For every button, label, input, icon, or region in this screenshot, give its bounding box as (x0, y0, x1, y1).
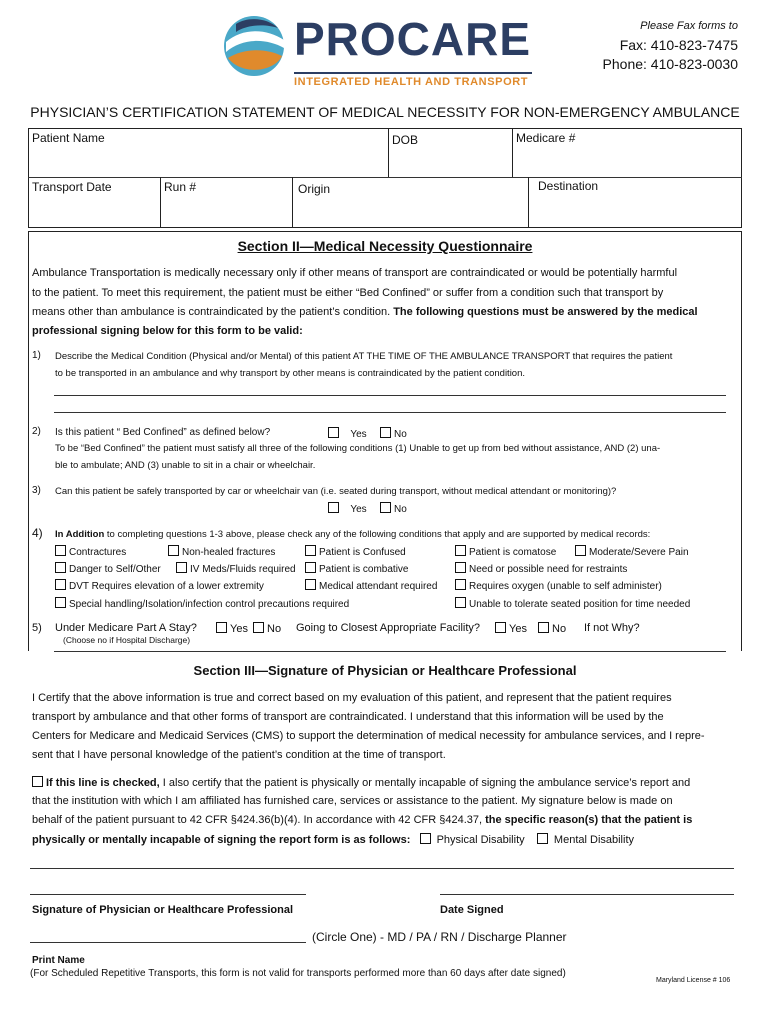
cert-line-2: transport by ambulance and that other forms of transport are contraindicated. I understand that this information will be used by the (32, 711, 664, 723)
print-name-label: Print Name (32, 955, 85, 966)
signature-label: Signature of Physician or Healthcare Professional (32, 904, 294, 916)
q5-yes-checkbox[interactable] (216, 622, 227, 633)
condition-contractures[interactable]: Contractures (55, 545, 126, 558)
condition-iv-meds[interactable]: IV Meds/Fluids required (176, 562, 296, 575)
signature-line[interactable] (30, 894, 306, 895)
transport-date-field[interactable]: Transport Date (32, 180, 112, 194)
brand-tagline: INTEGRATED HEALTH AND TRANSPORT (294, 76, 529, 88)
q5-facility-yes[interactable]: Yes (495, 622, 527, 635)
q1-text-1: Describe the Medical Condition (Physical and/or Mental) of this patient AT THE TIME OF THE AMBULANCE TRANSPORT that requires the patient (55, 351, 673, 362)
condition-seated[interactable]: Unable to tolerate seated position for time needed (455, 597, 690, 610)
q5-answer-line[interactable] (54, 651, 726, 652)
q1-number: 1) (32, 350, 41, 361)
q3-yes-checkbox[interactable] (328, 502, 339, 513)
q5-facility-text: Going to Closest Appropriate Facility? (296, 622, 481, 634)
q2-number: 2) (32, 426, 41, 437)
oxygen-checkbox[interactable] (455, 579, 466, 590)
iv-checkbox[interactable] (176, 562, 187, 573)
pain-checkbox[interactable] (575, 545, 586, 556)
q3-text: Can this patient be safely transported by car or wheelchair van (i.e. seated during transport, without medical attendant or monitoring)? (55, 486, 617, 497)
condition-attendant[interactable]: Medical attendant required (305, 579, 437, 592)
q5-no-checkbox[interactable] (253, 622, 264, 633)
condition-isolation[interactable]: Special handling/Isolation/infection control precautions required (55, 597, 349, 610)
section-2-title: Section II—Medical Necessity Questionnaire (237, 238, 533, 254)
q4-text: In Addition to completing questions 1-3 above, please check any of the following conditions that apply and are supported by medical records: (55, 529, 651, 540)
condition-restraints[interactable]: Need or possible need for restraints (455, 562, 627, 575)
intro-line-2: to the patient. To meet this requirement, the patient must be either “Bed Confined” or suffer from a condition such that transport by (32, 287, 664, 299)
q2-no-option[interactable]: No (380, 427, 407, 440)
cert-line-3: Centers for Medicare and Medicaid Services (CMS) to support the determination of medical necessity for ambulance services, and I repre- (32, 730, 705, 742)
contractures-checkbox[interactable] (55, 545, 66, 556)
non-healed-checkbox[interactable] (168, 545, 179, 556)
q5-text: Under Medicare Part A Stay? (55, 622, 197, 634)
section-3-title: Section III—Signature of Physician or Healthcare Professional (193, 663, 577, 678)
q2-no-checkbox[interactable] (380, 427, 391, 438)
circle-one-options[interactable]: (Circle One) - MD / PA / RN / Discharge Planner (312, 930, 567, 944)
attendant-checkbox[interactable] (305, 579, 316, 590)
footer-note: (For Scheduled Repetitive Transports, this form is not valid for transports performed more than 60 days after date signed) (30, 968, 566, 979)
condition-confused[interactable]: Patient is Confused (305, 545, 406, 558)
cert-line-1: I Certify that the above information is true and correct based on my evaluation of this patient, and represent that the patient requires (32, 692, 672, 704)
q1-text-2: to be transported in an ambulance and why transport by other means is contraindicated by the patient condition. (55, 368, 526, 379)
patient-name-field[interactable]: Patient Name (32, 131, 105, 145)
license-number: Maryland License # 106 (656, 977, 731, 984)
check-line-3: behalf of the patient pursuant to 42 CFR §424.36(b)(4). In accordance with 42 CFR §424.37, the specific reason(s) that the patient is (32, 814, 693, 826)
condition-oxygen[interactable]: Requires oxygen (unable to self administer) (455, 579, 662, 592)
condition-combative[interactable]: Patient is combative (305, 562, 409, 575)
q3-number: 3) (32, 485, 41, 496)
origin-field[interactable]: Origin (298, 182, 331, 196)
q1-answer-line-1[interactable] (54, 395, 726, 396)
q5-why-label: If not Why? (584, 622, 640, 634)
phone-number: Phone: 410-823-0030 (602, 56, 738, 72)
date-signed-label: Date Signed (440, 904, 504, 916)
incapable-checkbox[interactable] (32, 776, 43, 787)
run-field[interactable]: Run # (164, 180, 197, 194)
q2-yes-option[interactable]: Yes (328, 427, 367, 440)
q5-number: 5) (32, 622, 42, 634)
comatose-checkbox[interactable] (455, 545, 466, 556)
q3-no-checkbox[interactable] (380, 502, 391, 513)
dvt-checkbox[interactable] (55, 579, 66, 590)
condition-non-healed-fractures[interactable]: Non-healed fractures (168, 545, 275, 558)
procare-logo (222, 12, 542, 92)
q2-yes-checkbox[interactable] (328, 427, 339, 438)
physical-disability-checkbox[interactable] (420, 833, 431, 844)
medicare-field[interactable]: Medicare # (516, 131, 576, 145)
intro-line-1: Ambulance Transportation is medically necessary only if other means of transport are contraindicated or would be potentially harmful (32, 267, 678, 279)
check-line-2: that the institution with which I am affiliated has furnished care, services or assistance to the patient. My signature below is made on (32, 795, 673, 807)
brand-name: PROCARE (294, 13, 532, 65)
intro-line-4: professional signing below for this form to be valid: (32, 325, 303, 337)
q1-answer-line-2[interactable] (54, 412, 726, 413)
seated-checkbox[interactable] (455, 597, 466, 608)
reason-line[interactable] (30, 868, 734, 869)
q2-text: Is this patient “ Bed Confined” as defined below? (55, 427, 271, 438)
fax-number: Fax: 410-823-7475 (619, 37, 738, 53)
intro-line-3: means other than ambulance is contraindicated by the patient’s condition. The following questions must be answered by the medical (32, 306, 698, 318)
check-line-1: If this line is checked, I also certify that the patient is physically or mentally incapable of signing the ambulance service’s report and (32, 776, 690, 789)
globe-icon (222, 14, 286, 78)
condition-pain[interactable]: Moderate/Severe Pain (575, 545, 689, 558)
q5-part-a-no[interactable]: No (253, 622, 281, 635)
q5-facility-no[interactable]: No (538, 622, 566, 635)
condition-danger[interactable]: Danger to Self/Other (55, 562, 161, 575)
danger-checkbox[interactable] (55, 562, 66, 573)
combative-checkbox[interactable] (305, 562, 316, 573)
isolation-checkbox[interactable] (55, 597, 66, 608)
destination-field[interactable]: Destination (538, 179, 599, 193)
facility-yes-checkbox[interactable] (495, 622, 506, 633)
q4-number: 4) (32, 526, 43, 540)
condition-comatose[interactable]: Patient is comatose (455, 545, 556, 558)
q3-no-option[interactable]: No (380, 502, 407, 515)
q5-part-a-yes[interactable]: Yes (216, 622, 248, 635)
form-title: PHYSICIAN’S CERTIFICATION STATEMENT OF MEDICAL NECESSITY FOR NON-EMERGENCY AMBULANCE (30, 104, 740, 120)
date-line[interactable] (440, 894, 734, 895)
q5-note: (Choose no if Hospital Discharge) (63, 635, 191, 645)
facility-no-checkbox[interactable] (538, 622, 549, 633)
fax-note: Please Fax forms to (640, 20, 738, 32)
check-line-4: physically or mentally incapable of signing the report form is as follows: Physical Disability Mental Disability (32, 834, 635, 846)
dob-field[interactable]: DOB (392, 133, 419, 147)
cert-line-4: sent that I have personal knowledge of the patient’s condition at the time of transport. (32, 749, 446, 761)
q3-yes-option[interactable]: Yes (328, 502, 367, 515)
confused-checkbox[interactable] (305, 545, 316, 556)
q2-definition-1: To be “Bed Confined” the patient must satisfy all three of the following conditions (1) Unable to get up from bed without assistance, AND (2) una- (55, 443, 661, 454)
mental-disability-checkbox[interactable] (537, 833, 548, 844)
q2-definition-2: ble to ambulate; AND (3) unable to sit in a chair or wheelchair. (55, 460, 316, 471)
patient-info-grid (28, 128, 742, 228)
print-name-line[interactable] (30, 942, 306, 943)
restraints-checkbox[interactable] (455, 562, 466, 573)
condition-dvt[interactable]: DVT Requires elevation of a lower extremity (55, 579, 264, 592)
